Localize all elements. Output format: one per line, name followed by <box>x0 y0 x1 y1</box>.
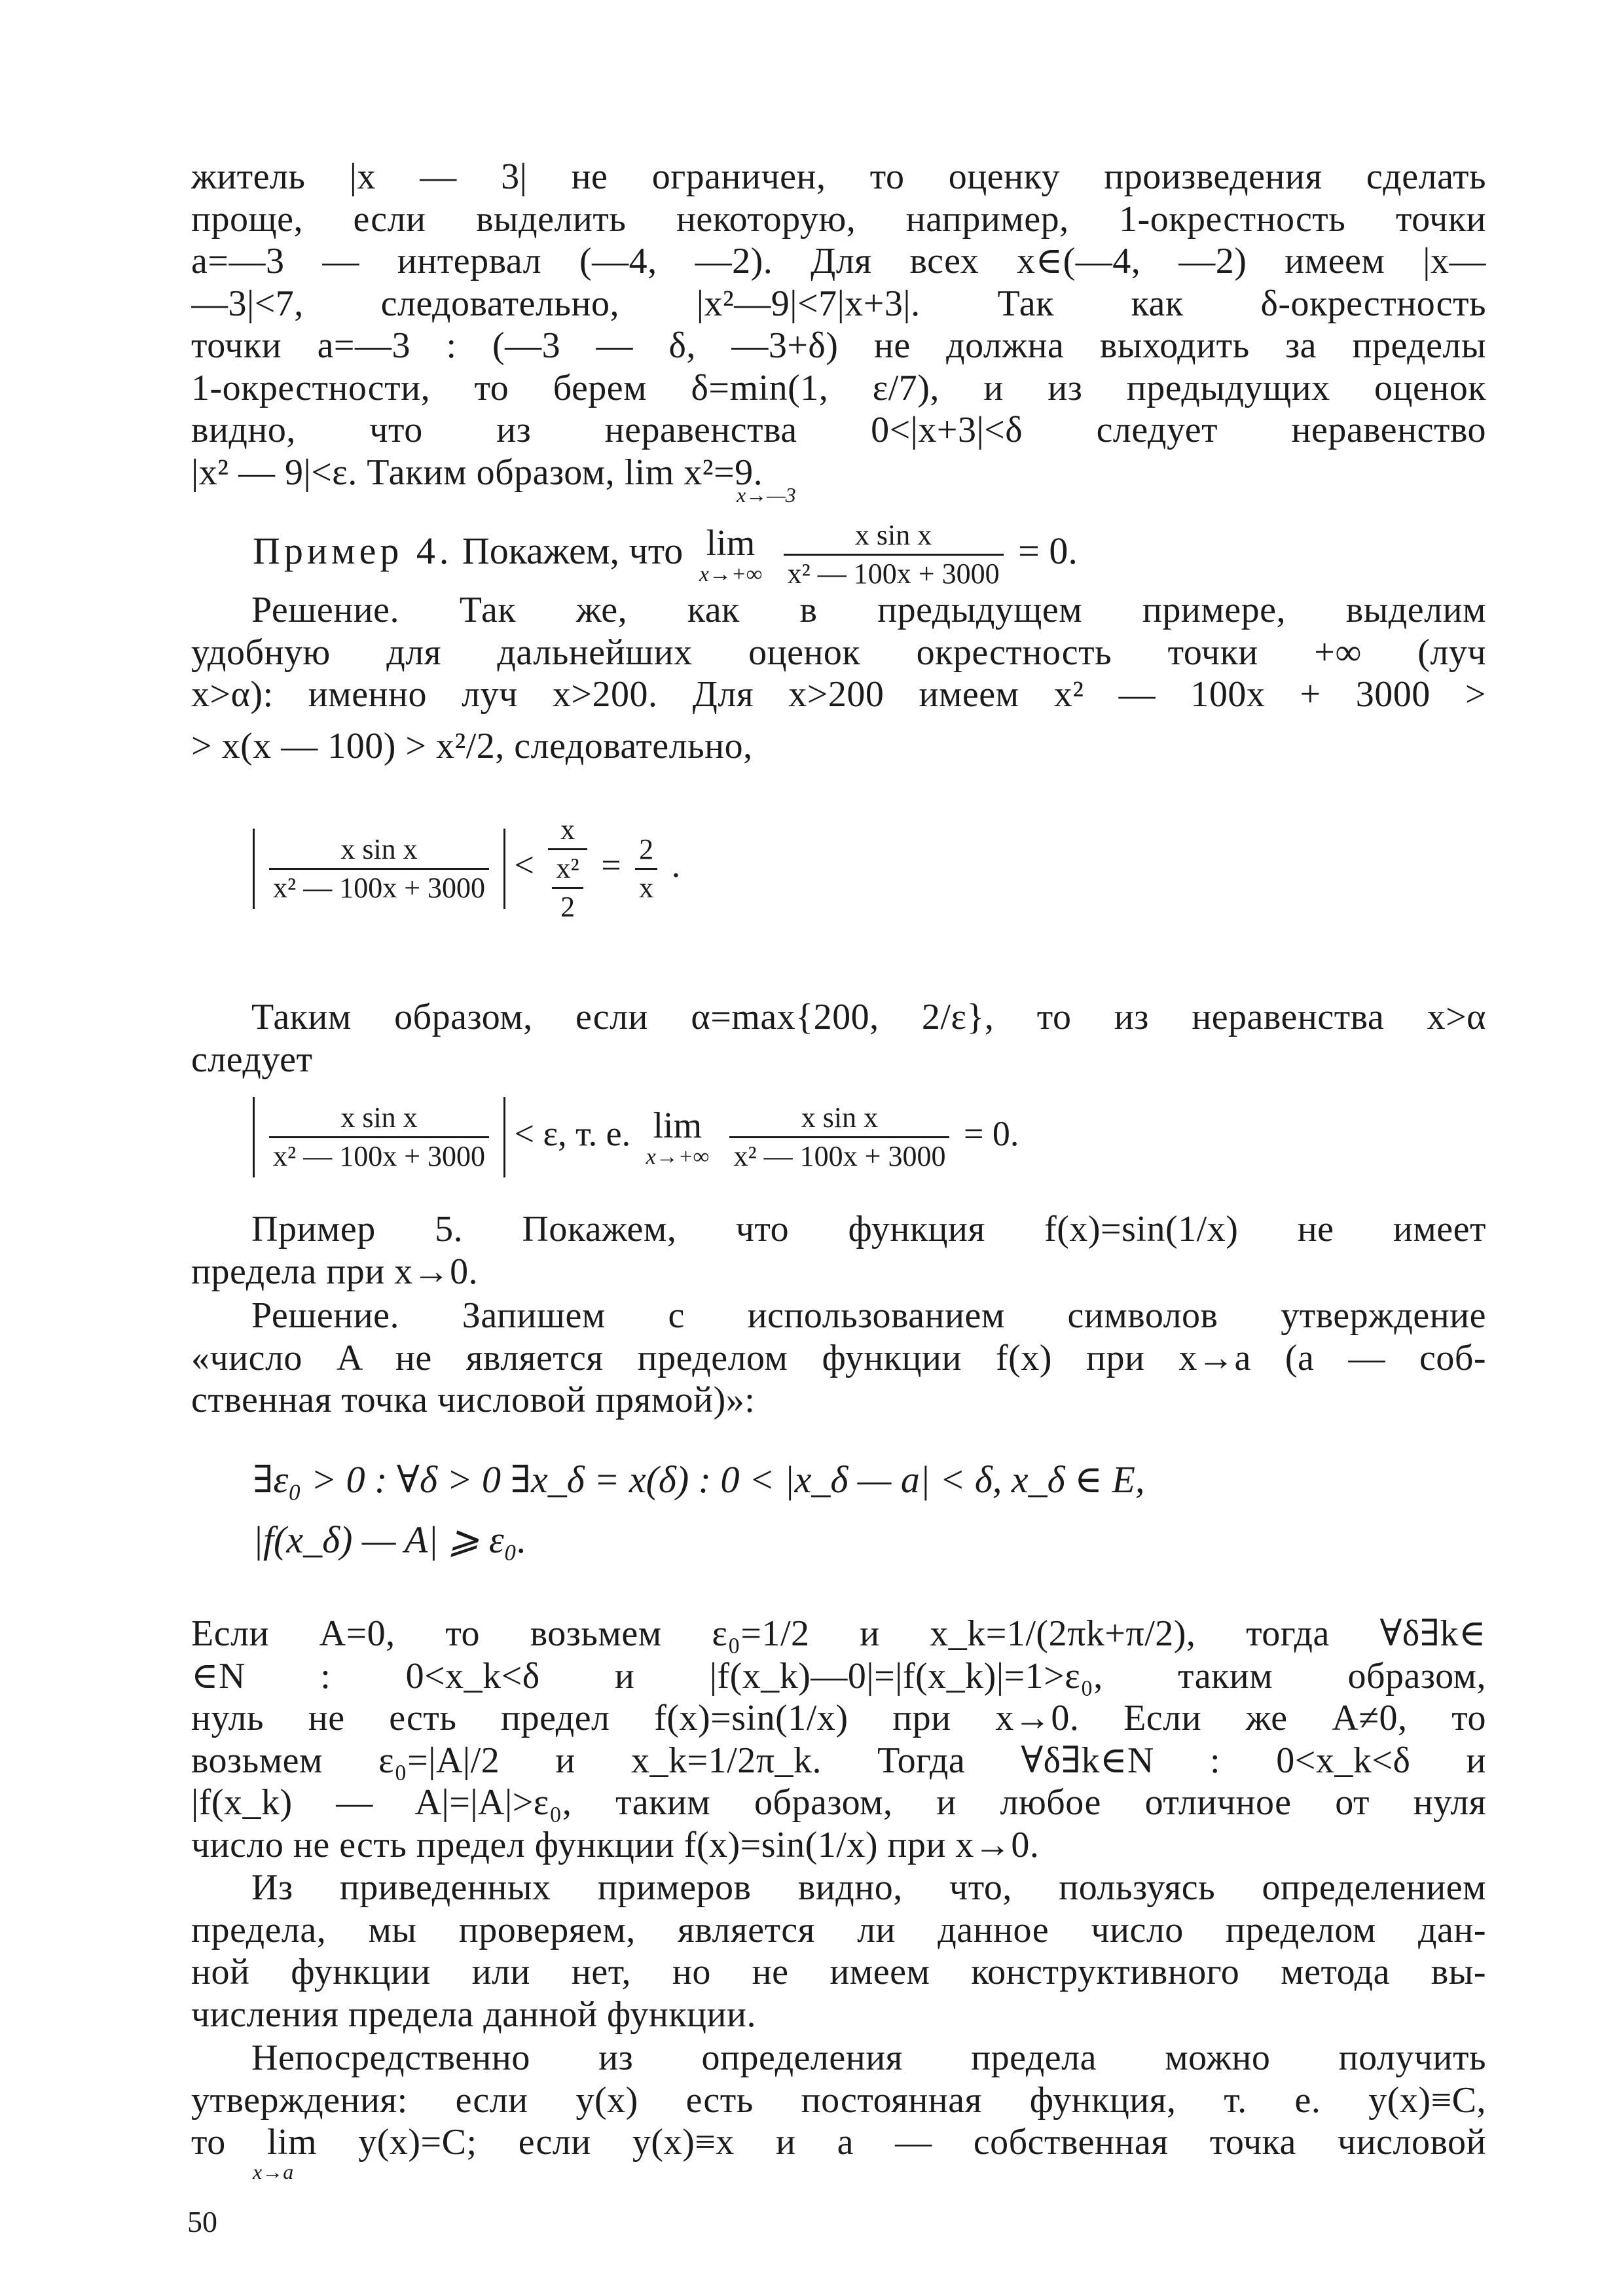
paragraph-5 <box>191 2037 1486 2164</box>
paragraph-1 <box>191 156 1486 493</box>
less-than: < <box>514 845 534 885</box>
lim-word: lim <box>653 1105 702 1146</box>
text-line: видно, что из неравенства 0<|x+3|<δ следует неравенство <box>191 410 1486 450</box>
period: . <box>671 845 681 885</box>
formula-3-line-1: ∃ε₀ > 0 : ∀δ > 0 ∃x_δ = x(δ) : 0 < |x_δ — a| < δ, x_δ ∈ E, <box>253 1458 1145 1501</box>
text-line: Из приведенных примеров видно, что, пользуясь определением <box>251 1867 1486 1908</box>
paragraph-3 <box>191 1613 1486 1866</box>
text-line: нуль не есть предел f(x)=sin(1/x) при x→0. Если же A≠0, то <box>191 1698 1486 1738</box>
example-label: Пример 4. <box>253 529 453 572</box>
text-line: ∈N : 0<x_k<δ и |f(x_k)—0|=|f(x_k)|=1>ε₀, таким образом, <box>191 1655 1486 1696</box>
limit-subscript: x→—3 <box>737 483 796 507</box>
text-line: утверждения: если y(x) есть постоянная функция, т. е. y(x)≡C, <box>191 2079 1486 2121</box>
text-line: точки a=—3 : (—3 — δ, —3+δ) не должна выходить за пределы <box>191 325 1486 366</box>
solution-5 <box>191 1295 1486 1422</box>
paragraph-2 <box>191 996 1486 1081</box>
text-line: Непосредственно из определения предела можно получить <box>251 2037 1486 2078</box>
numerator: x <box>548 812 587 850</box>
text-line: Таким образом, если α=max{200, 2/ε}, то из неравенства x>α <box>251 997 1486 1037</box>
numerator: x sin x <box>784 517 1004 556</box>
text-line: числения предела данной функции. <box>191 1994 756 2035</box>
formula-1 <box>253 812 680 925</box>
text-line: |f(x_k) — A|=|A|>ε₀, таким образом, и любое отличное от нуля <box>191 1782 1486 1823</box>
text-line: 1-окрестности, то берем δ=min(1, ε/7), и из предыдущих оценок <box>191 367 1486 408</box>
denominator: x² — 100x + 3000 <box>787 558 1000 590</box>
fraction <box>729 1100 949 1175</box>
limit-operator <box>699 524 762 586</box>
page-number: 50 <box>187 2205 217 2238</box>
numerator: 2 <box>635 831 657 870</box>
text-line: число не есть предел функции f(x)=sin(1/x) при x→0. <box>191 1824 1040 1865</box>
text-line: житель |x — 3| не ограничен, то оценку произведения сделать <box>191 156 1486 197</box>
fraction <box>548 812 587 925</box>
absolute-value <box>253 1097 505 1177</box>
text-line: x>α): именно луч x>200. Для x>200 имеем x² — 100x + 3000 > <box>191 674 1486 715</box>
paragraph-4 <box>191 1867 1486 2036</box>
text-line: возьмем ε₀=|A|/2 и x_k=1/2π_k. Тогда ∀δ∃k∈N : 0<x_k<δ и <box>191 1740 1486 1781</box>
example-text: Покажем, что <box>462 529 684 572</box>
text-line: предела при x→0. <box>191 1251 479 1292</box>
nested-fraction <box>552 850 583 925</box>
denominator: x <box>639 871 654 904</box>
text-line: Если A=0, то возьмем ε₀=1/2 и x_k=1/(2πk+π/2), тогда ∀δ∃k∈ <box>191 1613 1486 1654</box>
text-line: предела, мы проверяем, является ли данное число пределом дан- <box>191 1909 1486 1950</box>
equals-zero: = 0. <box>1018 529 1078 572</box>
text-line: Решение. Запишем с использованием символов утверждение <box>251 1295 1486 1336</box>
text-line: ственная точка числовой прямой)»: <box>191 1380 756 1420</box>
text-line: ной функции или нет, но не имеем конструктивного метода вы- <box>191 1952 1486 1992</box>
formula-2 <box>253 1097 1019 1177</box>
text-line: |x² — 9|<ε. Таким образом, lim x²=9. <box>191 452 763 493</box>
inequality-text: < ε, т. е. <box>514 1113 631 1153</box>
equals-zero: = 0. <box>963 1113 1019 1153</box>
equals: = <box>601 845 621 885</box>
text-line: то lim y(x)=C; если y(x)≡x и a — собственная точка числовой <box>191 2122 1486 2162</box>
absolute-value <box>253 829 505 909</box>
text-line: Решение. Так же, как в предыдущем примере, выделим <box>251 590 1486 630</box>
denominator: x² — 100x + 3000 <box>273 1140 486 1172</box>
text-line: a=—3 — интервал (—4, —2). Для всех x∈(—4, —2) имеем |x— <box>191 241 1486 281</box>
numerator: x sin x <box>269 1100 489 1138</box>
text-line: «число A не является пределом функции f(x) при x→a (a — соб- <box>191 1337 1486 1378</box>
fraction <box>269 1100 489 1175</box>
numerator: x sin x <box>269 831 489 870</box>
solution-4 <box>191 589 1486 767</box>
limit-subscript: x→a <box>253 2160 294 2183</box>
text-line: следует <box>191 1039 313 1080</box>
denominator: x² — 100x + 3000 <box>733 1140 946 1172</box>
denominator <box>548 850 587 925</box>
lim-subscript: x→+∞ <box>646 1144 709 1169</box>
fraction <box>269 831 489 906</box>
numerator: x sin x <box>729 1100 949 1138</box>
denominator: x² — 100x + 3000 <box>273 871 486 904</box>
lim-subscript: x→+∞ <box>699 562 763 586</box>
text-line: > x(x — 100) > x²/2, следовательно, <box>191 725 753 766</box>
text-line: Пример 5. Покажем, что функция f(x)=sin(1/x) не имеет <box>251 1209 1486 1249</box>
limit-operator <box>646 1106 709 1169</box>
text-line: удобную для дальнейших оценок окрестность точки +∞ (луч <box>191 632 1486 673</box>
fraction <box>784 517 1004 592</box>
fraction <box>635 831 657 906</box>
lim-word: lim <box>706 522 756 564</box>
text-line: —3|<7, следовательно, |x²—9|<7|x+3|. Так как δ-окрестность <box>191 283 1486 324</box>
denominator: 2 <box>560 891 575 923</box>
example-5 <box>191 1208 1486 1293</box>
text-line: проще, если выделить некоторую, например, 1-окрестность точки <box>191 198 1486 240</box>
example-4 <box>253 517 1078 592</box>
numerator: x² <box>552 850 583 889</box>
formula-3-line-2: |f(x_δ) — A| ⩾ ε₀. <box>253 1518 527 1561</box>
